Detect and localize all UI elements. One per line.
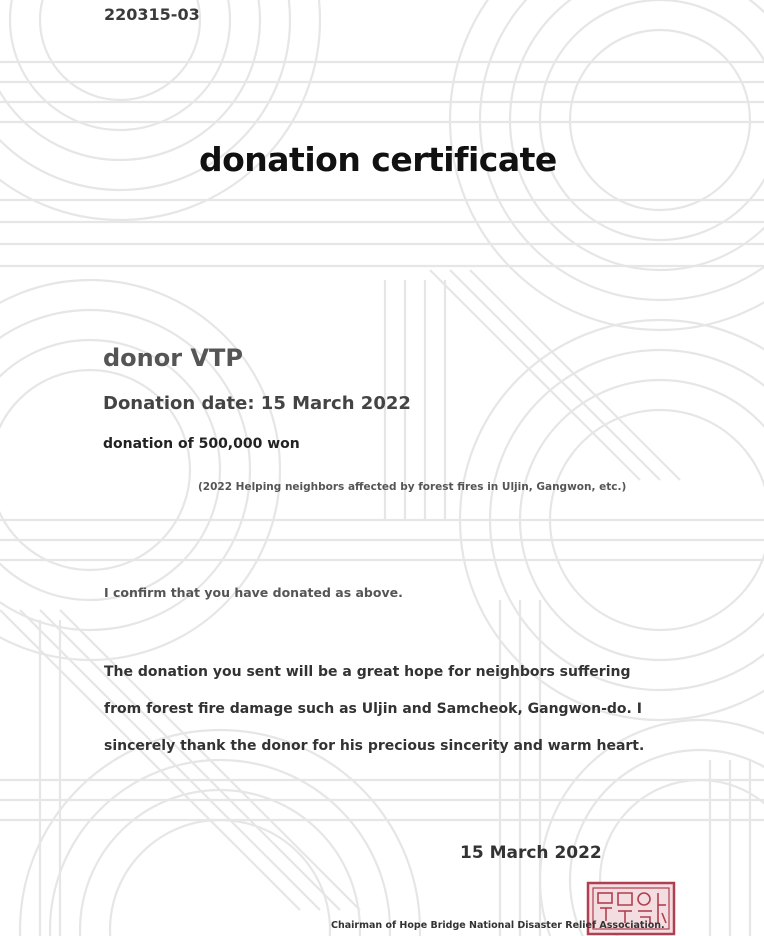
pattern-arcs-top-left <box>0 0 320 220</box>
donation-purpose: (2022 Helping neighbors affected by forest fires in Uljin, Gangwon, etc.) <box>198 481 627 493</box>
confirmation-statement: I confirm that you have donated as above. <box>104 585 403 600</box>
donor-name: donor VTP <box>103 344 243 372</box>
certificate-title: donation certificate <box>199 140 557 179</box>
donation-amount: donation of 500,000 won <box>103 436 300 452</box>
certificate-number: 220315-03 <box>104 5 200 24</box>
pattern-vertical-bands <box>40 280 750 936</box>
signatory-title: Chairman of Hope Bridge National Disaster Relief Association. <box>331 920 665 931</box>
issue-date: 15 March 2022 <box>460 843 602 863</box>
thank-you-message: The donation you sent will be a great hope for neighbors suffering from forest fire damage such as Uljin and Samcheok, Gangwon-do. I sincerely thank the donor for his precious sincerity and warm heart. <box>104 664 645 754</box>
donation-date: Donation date: 15 March 2022 <box>103 393 411 414</box>
pattern-arcs-middle-left <box>0 280 280 660</box>
